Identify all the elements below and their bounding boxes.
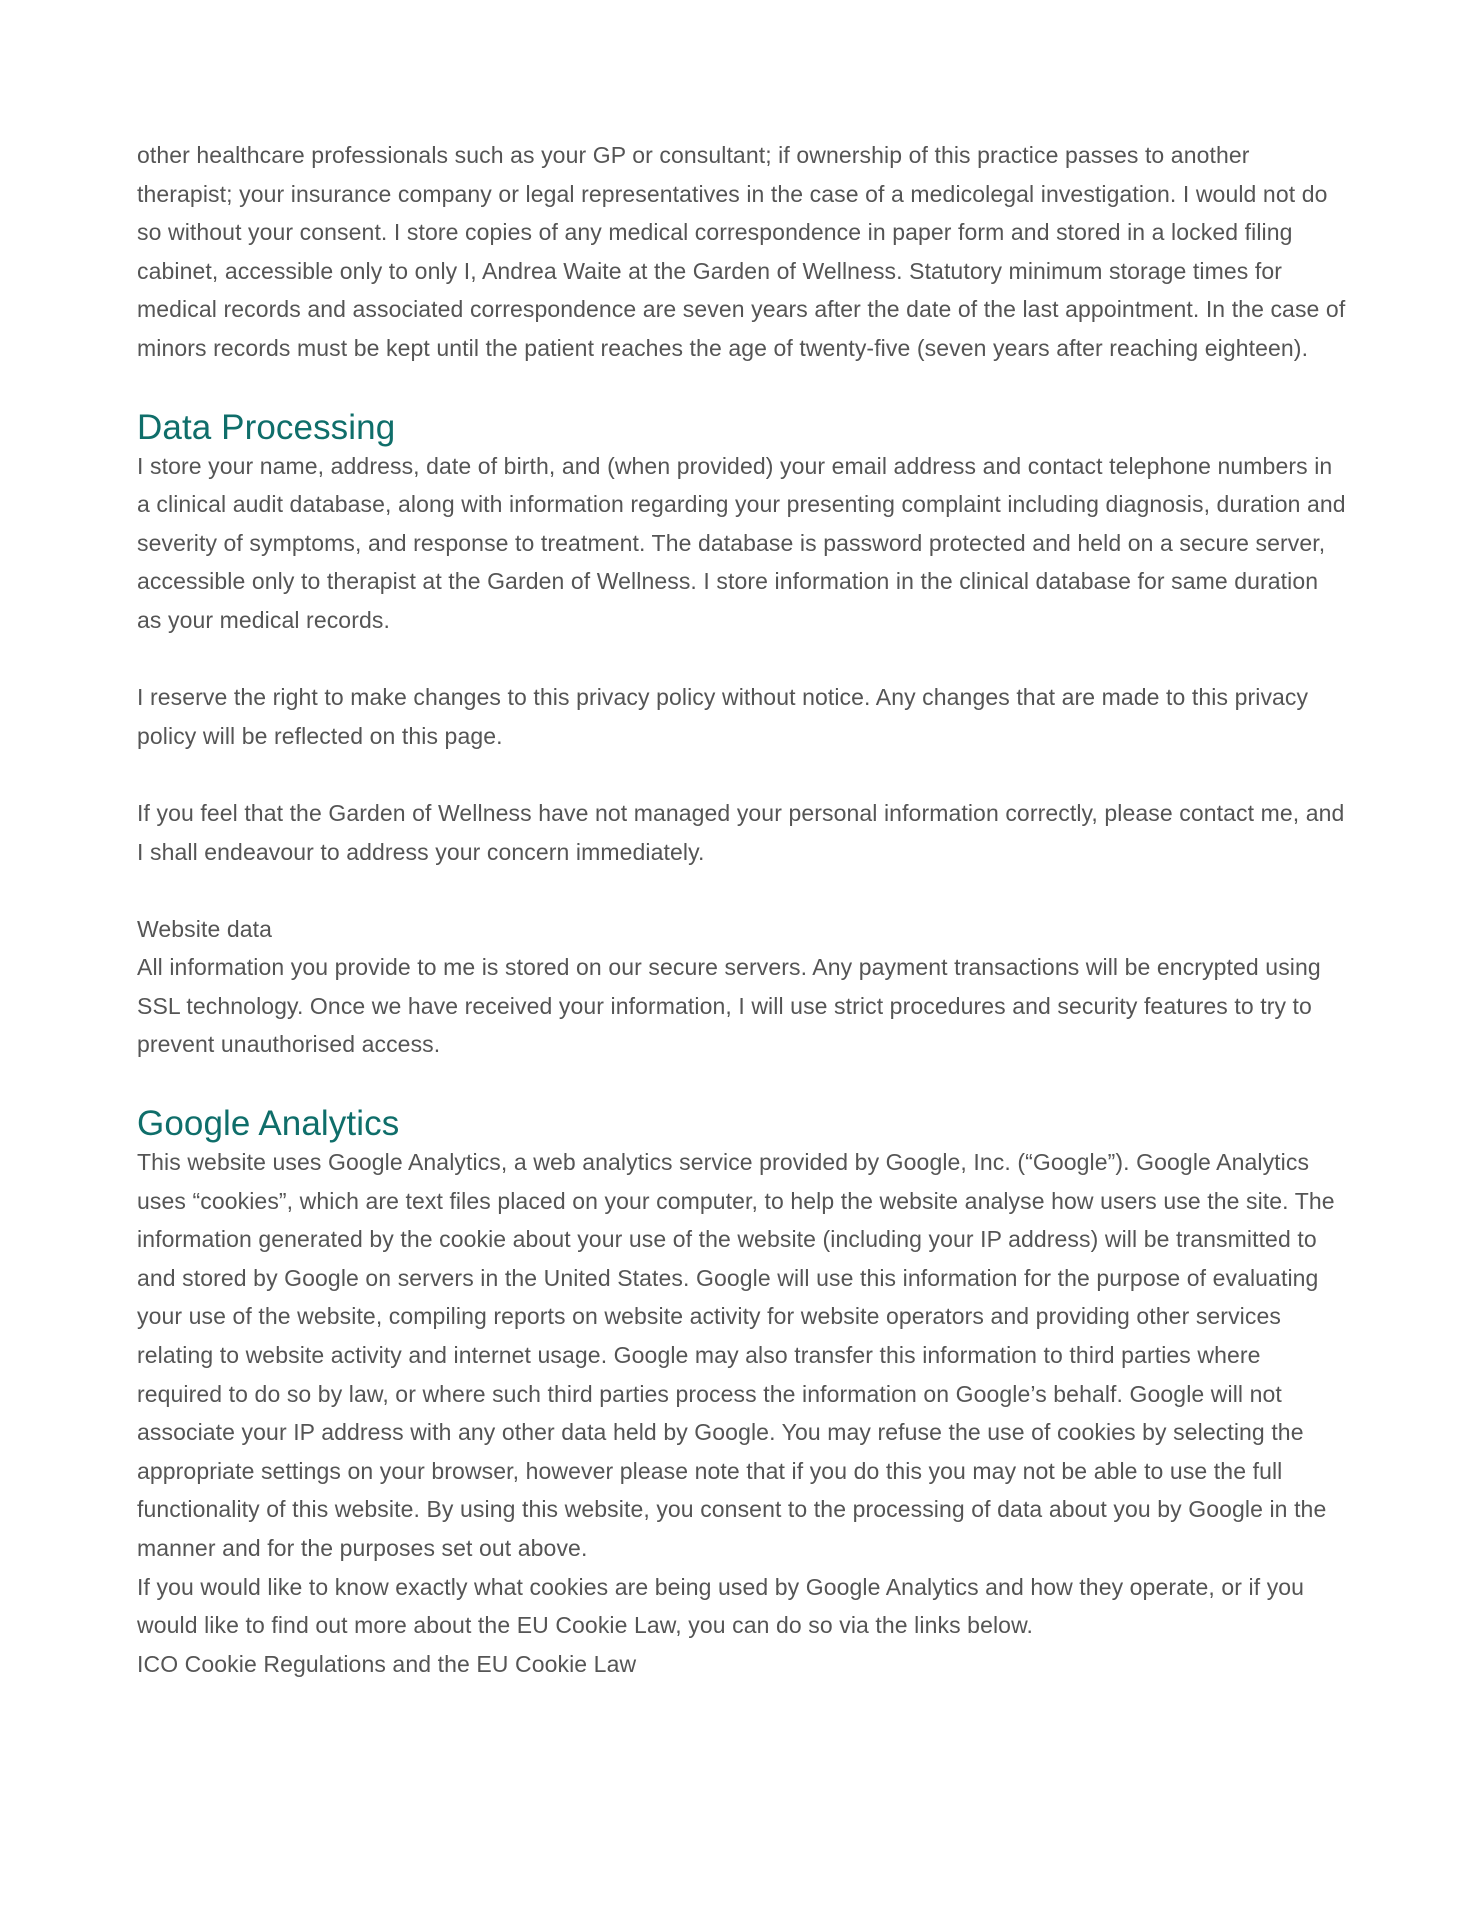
intro-paragraph: other healthcare professionals such as your GP or consultant; if ownership of this practice passes to another therapist; your insurance company or legal representatives in the case of a medicolegal investigation. I would not do so without your consent. I store copies of any medical correspondence in paper form and stored in a locked filing cabinet, accessible only to only I, Andrea Waite at the Garden of Wellness. Statutory minimum storage times for medical records and associated correspondence are seven years after the date of the last appointment. In the case of minors records must be kept until the patient reaches the age of twenty-five (seven years after reaching eighteen). bbox=[137, 142, 1346, 361]
website-data-paragraph: All information you provide to me is stored on our secure servers. Any payment transactions will be encrypted using SSL technology. Once we have received your information, I will use strict procedures and security features to try to prevent unauthorised access. bbox=[137, 954, 1321, 1058]
google-analytics-heading: Google Analytics bbox=[137, 1104, 400, 1144]
spacer bbox=[137, 755, 1347, 794]
data-processing-heading: Data Processing bbox=[137, 407, 396, 447]
google-analytics-paragraph: This website uses Google Analytics, a web analytics service provided by Google, Inc. (“Google”). Google Analytics uses “cookies”, which are text files placed on your computer, to help the website analyse how users use the site. The information generated by the cookie about your use of the website (including your IP address) will be transmitted to and stored by Google on servers in the United States. Google will use this information for the purpose of evaluating your use of the website, compiling reports on website activity for website operators and providing other services relating to website activity and internet usage. Google may also transfer this information to third parties where required to do so by law, or where such third parties process the information on Google’s behalf. Google will not associate your IP address with any other data held by Google. You may refuse the use of cookies by selecting the appropriate settings on your browser, however please note that if you do this you may not be able to use the full functionality of this website. By using this website, you consent to the processing of data about you by Google in the manner and for the purposes set out above. bbox=[137, 1149, 1335, 1561]
contact-concern-paragraph: If you feel that the Garden of Wellness have not managed your personal information correctly, please contact me, and I shall endeavour to address your concern immediately. bbox=[137, 799, 1345, 865]
cookie-links-paragraph: If you would like to know exactly what cookies are being used by Google Analytics and how they operate, or if you would like to find out more about the EU Cookie Law, you can do so via the links below. bbox=[137, 1573, 1305, 1639]
spacer bbox=[137, 1064, 1347, 1104]
spacer bbox=[137, 640, 1347, 679]
spacer bbox=[137, 368, 1347, 408]
ico-cookie-regulations-link[interactable]: ICO Cookie Regulations and the EU Cookie Law bbox=[137, 1650, 637, 1677]
spacer bbox=[137, 871, 1347, 910]
privacy-policy-document bbox=[137, 136, 1347, 1683]
data-processing-paragraph: I store your name, address, date of birth, and (when provided) your email address and contact telephone numbers in a clinical audit database, along with information regarding your presenting complaint including diagnosis, duration and severity of symptoms, and response to treatment. The database is password protected and held on a secure server, accessible only to therapist at the Garden of Wellness. I store information in the clinical database for same duration as your medical records. bbox=[137, 452, 1346, 633]
policy-changes-paragraph: I reserve the right to make changes to this privacy policy without notice. Any changes that are made to this privacy policy will be reflected on this page. bbox=[137, 684, 1309, 749]
website-data-label: Website data bbox=[137, 915, 273, 942]
